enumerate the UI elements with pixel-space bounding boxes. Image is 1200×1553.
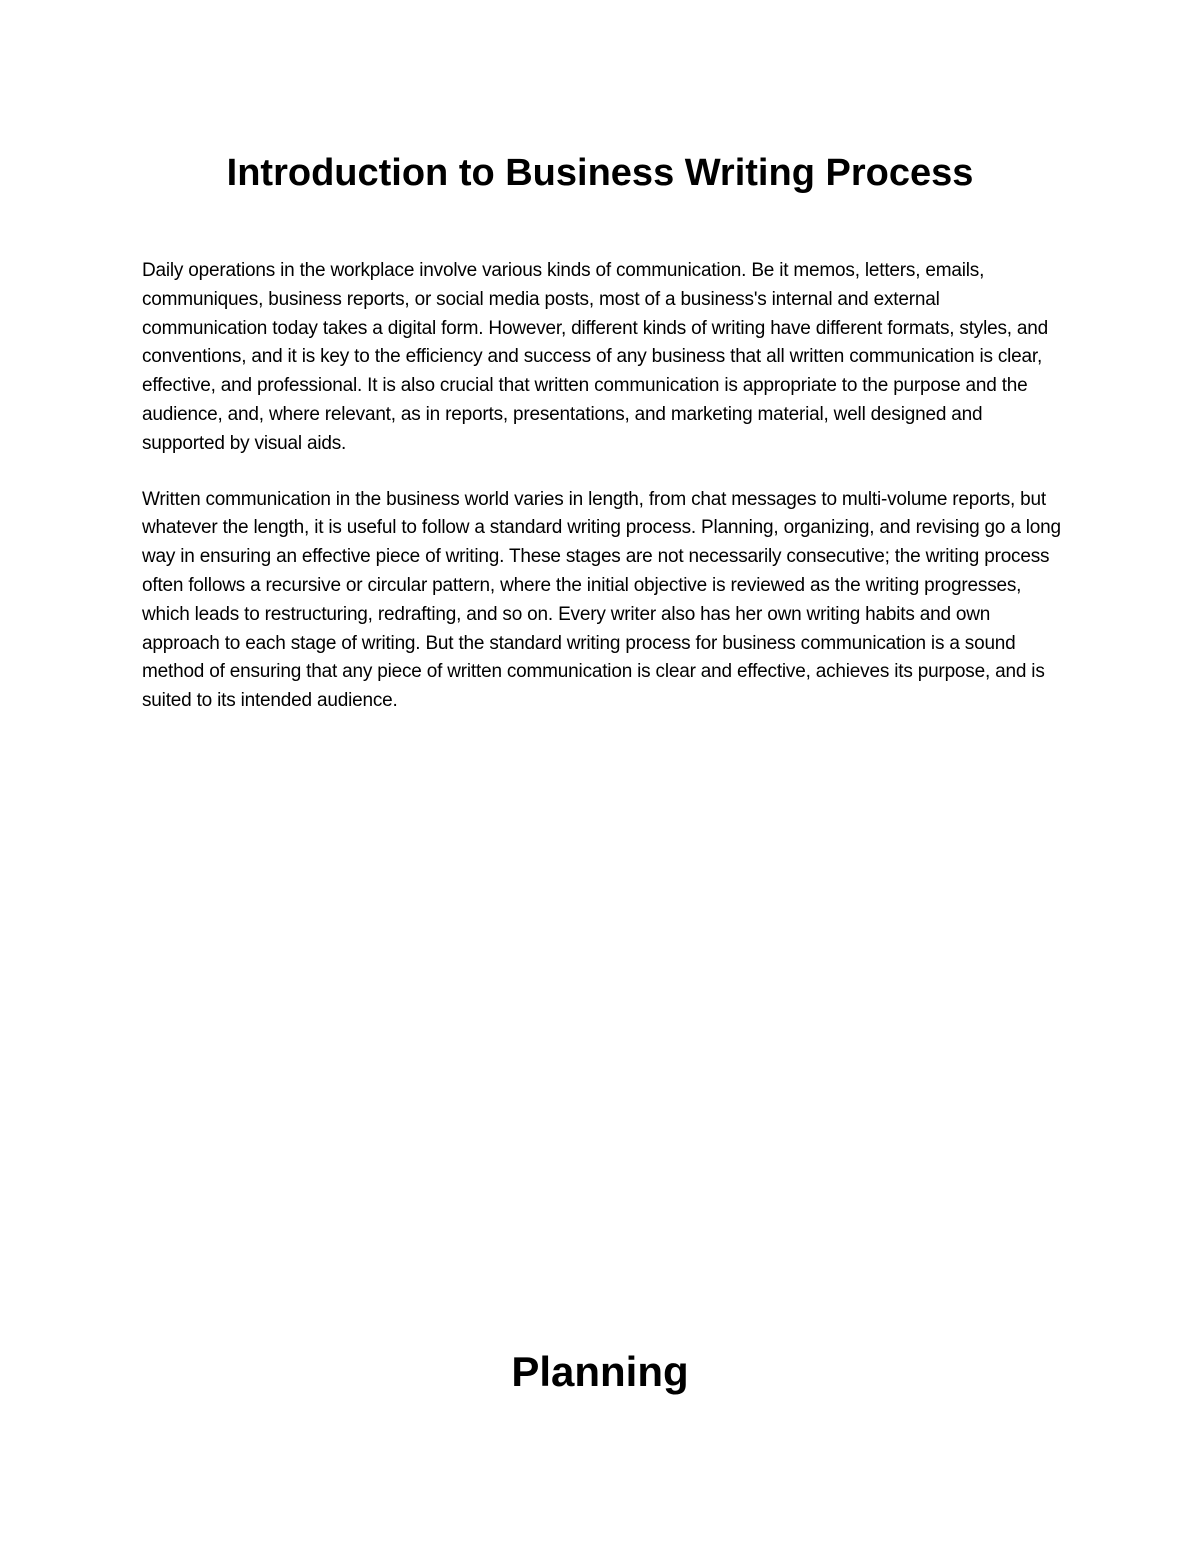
section-heading-planning: Planning [511, 1348, 689, 1395]
paragraph-intro: Daily operations in the workplace involve various kinds of communication. Be it memos, letters, emails, communiques, business reports, or social media posts, most of a business's internal and external communication today takes a digital form. However, different kinds of writing have different formats, styles, and conventions, and it is key to the efficiency and success of any business that all written communication is clear, effective, and professional. It is also crucial that written communication is appropriate to the purpose and the audience, and, where relevant, as in reports, presentations, and marketing material, well designed and supported by visual aids. [142, 260, 1049, 454]
page-title: Introduction to Business Writing Process [226, 152, 974, 194]
paragraph-process: Written communication in the business world varies in length, from chat messages to multi-volume reports, but whatever the length, it is useful to follow a standard writing process. Planning, organizing, and revising go a long way in ensuring an effective piece of writing. These stages are not necessarily consecutive; the writing process often follows a recursive or circular pattern, where the initial objective is reviewed as the writing progresses, which leads to restructuring, redrafting, and so on. Every writer also has her own writing habits and own approach to each stage of writing. But the standard writing process for business communication is a sound method of ensuring that any piece of written communication is clear and effective, achieves its purpose, and is suited to its intended audience. [142, 488, 1061, 712]
document-body [142, 257, 1062, 743]
